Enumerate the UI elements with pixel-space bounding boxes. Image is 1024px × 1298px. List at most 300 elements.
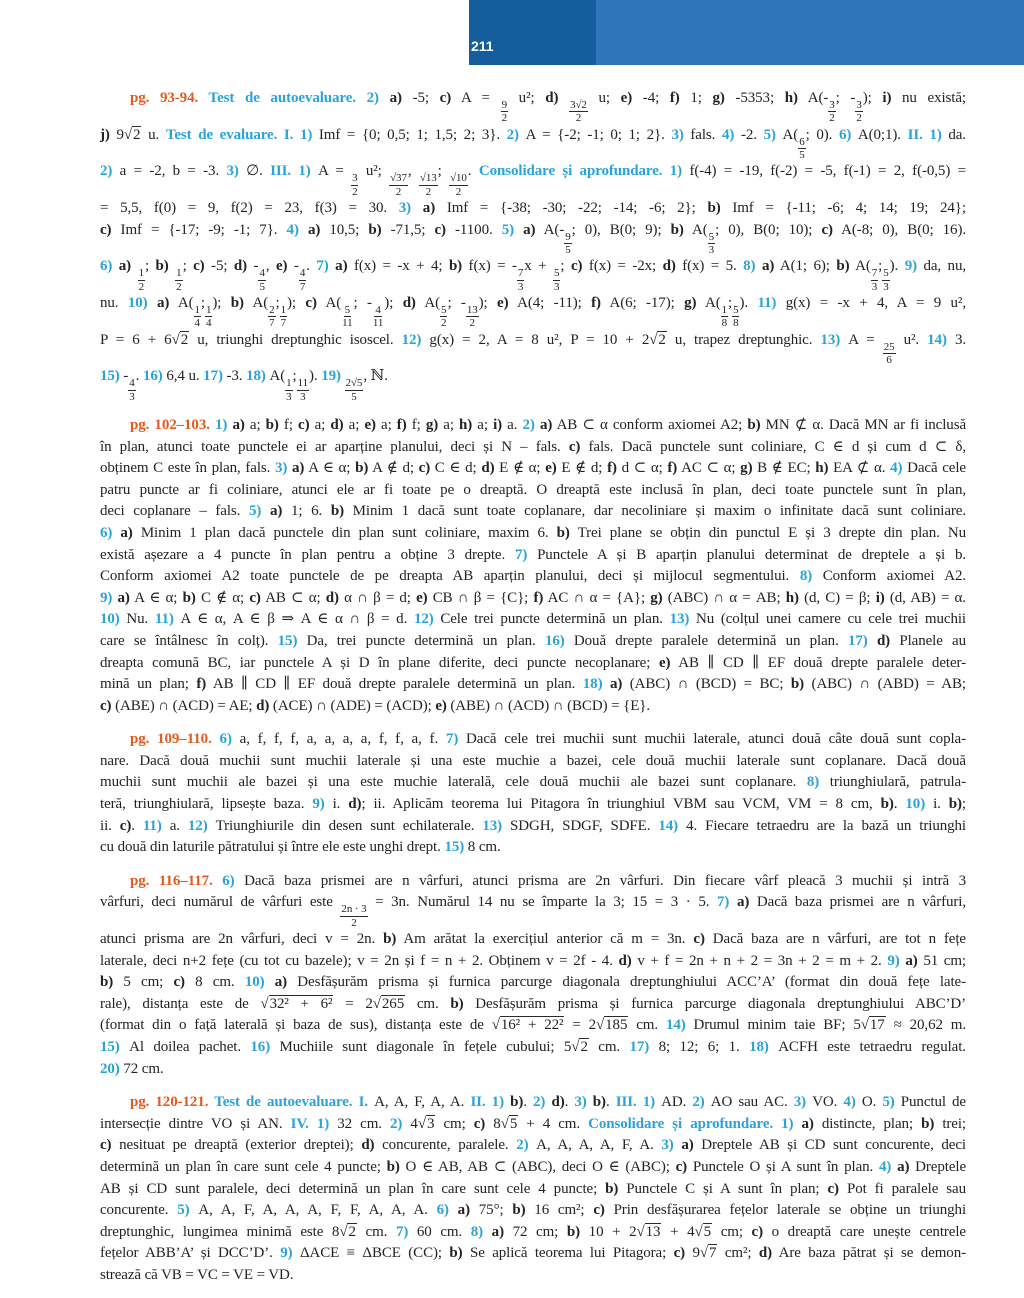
answer-number: 10) <box>127 294 157 311</box>
item-letter: c) <box>173 974 185 991</box>
item-letter: b) <box>448 258 463 275</box>
item-letter: f) <box>591 294 601 311</box>
item-letter: a) <box>422 200 436 217</box>
fraction-numerator: 5 <box>441 304 447 316</box>
answer-number: 8) <box>743 258 762 275</box>
answer-number: Consolidare și aprofundare. 1) <box>588 1115 802 1132</box>
fraction-denominator: 2 <box>351 916 357 929</box>
text-line: dreapta comună BC, iar punctele A și D în plane diferite, deci puncte necoplanare; e) AB ∥ CD ∥ EF două drepte paralele deter- <box>100 654 966 671</box>
fraction-numerator: 3√2 <box>570 99 587 112</box>
sqrt-expression: √17 <box>860 1017 885 1034</box>
item-letter: a) <box>457 1202 470 1219</box>
page-ref-label: pg. 93-94. <box>130 90 209 106</box>
fraction <box>345 377 364 403</box>
fraction <box>883 341 896 367</box>
fraction <box>258 267 265 293</box>
item-letter: a) <box>897 1159 910 1176</box>
answer-number: Test de autoevaluare. I. <box>214 1094 375 1111</box>
fraction-denominator: 8 <box>733 317 739 330</box>
item-letter: c) <box>193 258 205 275</box>
answer-number: 3) <box>226 163 247 180</box>
fraction-denominator: 6 <box>886 353 892 366</box>
item-letter: c) <box>100 1137 112 1154</box>
answer-number: 4) <box>878 1159 898 1176</box>
item-letter: a) <box>232 416 245 433</box>
fraction-denominator: 2 <box>856 112 862 125</box>
answer-number: 18) <box>749 1039 779 1056</box>
item-letter: b) <box>747 416 761 433</box>
item-letter: i) <box>875 589 885 606</box>
header-page-number: 211 <box>471 38 494 54</box>
item-letter: d) <box>348 796 362 813</box>
item-letter: b) <box>605 1180 619 1197</box>
fraction <box>501 99 508 125</box>
item-letter: a) <box>335 258 348 275</box>
fraction-denominator: 11 <box>342 317 353 330</box>
answer-number: 8) <box>799 568 823 585</box>
text-line: c) (ABE) ∩ (ACD) = AE; d) (ACE) ∩ (ADE) = (ACD); e) (ABE) ∩ (ACD) ∩ (BCD) = {E}. <box>100 697 651 714</box>
fraction-denominator: 11 <box>372 317 384 330</box>
answer-number: Test de evaluare. I. 1) <box>165 126 319 143</box>
fraction <box>285 377 292 403</box>
fraction <box>569 99 588 125</box>
item-letter: c) <box>827 1180 839 1197</box>
answer-number: 6) <box>436 1202 458 1219</box>
fraction-numerator: 5 <box>883 267 889 280</box>
item-letter: a) <box>120 524 133 541</box>
item-letter: a) <box>539 416 553 433</box>
fraction-denominator: 2 <box>501 112 507 125</box>
fraction <box>297 377 309 403</box>
fraction-numerator: 1 <box>286 377 292 390</box>
fraction <box>721 304 728 330</box>
item-letter: c) <box>693 931 705 948</box>
item-letter: b) <box>386 1159 400 1176</box>
item-letter: g) <box>712 90 725 106</box>
answer-number: 15) <box>100 1039 130 1056</box>
answer-number: 5) <box>763 126 783 143</box>
fraction <box>299 267 306 293</box>
item-letter: a) <box>609 676 623 693</box>
item-letter: a) <box>389 90 402 106</box>
fraction-denominator: 2 <box>455 185 462 198</box>
item-letter: b) <box>592 1094 606 1111</box>
answer-number: 3) <box>275 460 293 477</box>
sqrt-expression: √3 <box>417 1115 435 1132</box>
sqrt-expression: √2 <box>649 331 666 348</box>
item-letter: j) <box>100 126 110 143</box>
answer-number: 6) <box>219 731 240 748</box>
fraction-numerator: √13 <box>419 172 437 185</box>
text-line: b) 5 cm; c) 8 cm. 10) a) Desfășurăm prisma și furnica parcurge diagonala dreptunghiului ACC’A’ (format din două fețe late- <box>100 974 966 991</box>
answer-number: 13) <box>482 817 511 834</box>
text-line: 2) a = -2, b = -3. 3) ∅. III. 1) A = $\frac{3}{2}$ u²; $\frac{√37}{2}$ , $\frac{√13}{2}$ ; $\frac{√10}{2}$ . Consolidare și aprofundare. 1) f(-4) = -19, f(-2) = -5, f(-1) = 2, f(-0,5) = <box>100 163 966 198</box>
item-letter: g) <box>740 460 753 477</box>
item-letter: b) <box>265 416 279 433</box>
sqrt-expression: √5 <box>694 1223 712 1240</box>
item-letter: d) <box>330 416 344 433</box>
fraction <box>128 377 135 403</box>
item-letter: d) <box>876 632 891 649</box>
answer-number: 7) <box>514 546 538 563</box>
fraction <box>340 903 367 929</box>
sqrt-expression: √2 <box>171 331 189 348</box>
fraction-denominator: 2 <box>176 280 182 293</box>
answer-number: 5) <box>177 1202 199 1219</box>
fraction <box>419 172 438 198</box>
answer-number: 3) <box>793 1094 813 1111</box>
radicand: 265 <box>381 995 405 1012</box>
answer-number: 5) <box>882 1094 901 1111</box>
fraction <box>341 304 353 330</box>
fraction-numerator: 6 <box>799 135 805 148</box>
text-line: pg. 116–117. 6) Dacă baza prismei are n vârfuri, atunci prisma are 2n vârfuri. Din fiecare vârf pleacă 3 muchii și intră 3 <box>130 872 967 889</box>
fraction <box>268 304 275 330</box>
radicand: 17 <box>869 1017 885 1034</box>
item-letter: a) <box>156 294 170 311</box>
radicand: 185 <box>605 1017 628 1034</box>
answer-number: 13) <box>820 331 849 348</box>
item-letter: g) <box>425 416 439 433</box>
answer-number: 9) <box>904 258 924 275</box>
paragraph <box>100 1092 966 1286</box>
answer-number: 16) <box>142 368 167 385</box>
fraction-numerator: √37 <box>390 172 407 185</box>
radicand: 2 <box>133 126 141 143</box>
answer-number: 16) <box>544 632 574 649</box>
sqrt-expression: √2 <box>339 1223 356 1240</box>
item-letter: a) <box>905 952 918 969</box>
answer-number: 4) <box>721 126 741 143</box>
answer-number: 7) <box>717 894 737 911</box>
answer-number: 14) <box>658 817 687 834</box>
answer-number: 19) <box>321 368 345 385</box>
item-letter: d) <box>618 952 632 969</box>
text-line: muchii sunt muchii ale bazei și una este muchie laterală, cele două muchii ale bazei sunt coplanare. 8) triunghiulară, patrula- <box>100 774 966 791</box>
item-letter: b) <box>880 796 894 813</box>
sqrt-expression: √5 <box>500 1115 518 1132</box>
fraction-numerator: 5 <box>344 304 350 316</box>
item-letter: e) <box>416 589 428 606</box>
item-letter: b) <box>707 200 721 217</box>
fraction-numerator: 4 <box>375 304 381 316</box>
item-letter: e) <box>620 90 633 106</box>
header-title: Indicații și răspunsuri <box>144 38 289 53</box>
fraction <box>194 304 201 330</box>
answer-number: II. 1) <box>470 1094 511 1111</box>
fraction-denominator: 3 <box>554 280 560 293</box>
item-letter: c) <box>305 294 317 311</box>
text-line: concurente. 5) A, A, F, A, A, A, F, F, A, A, A. 6) a) 75°; b) 16 cm²; c) Prin desfășurarea fețelor laterale se obține un triunghi <box>100 1202 967 1219</box>
text-line: nare. Dacă două muchii sunt muchii laterale și una este muchie a bazei, cele două muchii laterale sunt coplanare. Dacă două <box>100 752 966 769</box>
fraction-denominator: 2 <box>575 112 582 125</box>
radicand: 7 <box>709 1245 717 1262</box>
answer-number: 8) <box>470 1223 492 1240</box>
answer-number: 12) <box>401 331 430 348</box>
item-letter: b) <box>449 1245 463 1262</box>
fraction <box>828 99 835 125</box>
text-line: 15) Al doilea pachet. 16) Muchiile sunt diagonale în fețele cubului; 5√2 cm. 17) 8; 12; 6; 1. 18) ACFH este tetraedru regulat. <box>100 1039 966 1056</box>
answer-number: 2) <box>506 126 526 143</box>
fraction-denominator: 2 <box>395 185 402 198</box>
fraction-numerator: 4 <box>129 377 135 390</box>
item-letter: e) <box>435 697 447 714</box>
fraction <box>855 99 862 125</box>
sqrt-expression: √265 <box>372 995 405 1012</box>
fraction-denominator: 4 <box>205 317 212 330</box>
fraction-numerator: 25 <box>883 340 895 353</box>
fraction-denominator: 2 <box>425 185 431 198</box>
item-letter: a) <box>292 460 305 477</box>
item-letter: c) <box>473 1115 486 1132</box>
fraction-denominator: 7 <box>269 317 275 330</box>
item-letter: d) <box>545 90 559 106</box>
text-line: P = 6 + 6√2 u, triunghi dreptunghic isoscel. 12) g(x) = 2, A = 8 u², P = 10 + 2√2 u, trapez dreptunghic. 13) A = $\frac{25}{6}$ u². 14) 3. <box>100 331 967 366</box>
fraction-denominator: 3 <box>883 280 889 293</box>
answer-number: 9) <box>887 952 906 969</box>
answer-number: II. 1) <box>907 126 949 143</box>
text-line: atunci prisma are 2n vârfuri, deci v = 2n. b) Am arătat la exercițiul anterior că m = 3n. c) Dacă baza are n vârfuri, are tot n fețe <box>100 931 966 948</box>
fraction-denominator: 2 <box>352 185 358 198</box>
answer-number: III. 1) <box>615 1094 662 1111</box>
answer-number: 4) <box>890 460 908 477</box>
item-letter: d) <box>551 1094 565 1111</box>
text-line: pg. 102–103. 1) a) a; b) f; c) a; d) a; e) a; f) f; g) a; h) a; i) a. 2) a) AB ⊂ α conform axiomei A2; b) MN ⊄ α. Dacă MN ar fi inclusă <box>130 416 966 433</box>
text-line: c) Imf = {-17; -9; -1; 7}. 4) a) 10,5; b) -71,5; c) -1100. 5) a) A(- $\frac{9}{5}$ ; 0), B(0; 9); b) A( $\frac{5}{3}$ ; 0), B(0; 10); c) A(-8; 0), B(0; 16). <box>100 221 967 256</box>
fraction <box>205 304 212 330</box>
item-letter: c) <box>298 416 310 433</box>
answer-number: 15) <box>277 632 307 649</box>
item-letter: b) <box>836 258 850 275</box>
item-letter: a) <box>491 1223 504 1240</box>
fraction-numerator: 9 <box>501 99 507 112</box>
item-letter: h) <box>459 416 473 433</box>
answer-number: 15) <box>444 839 468 856</box>
fraction-denominator: 3 <box>129 390 135 403</box>
radicand: 2 <box>348 1223 356 1240</box>
fraction-numerator: 3 <box>856 99 862 112</box>
item-letter: a) <box>523 221 536 238</box>
text-line: determină un plan în care sunt cele 4 puncte; b) O ∈ AB, AB ⊂ (ABC), deci O ∈ (ABC); c) Punctele O și A sunt în plan. 4) a) Dreptele <box>100 1159 966 1176</box>
text-line: laterale, deci n+2 fețe (cu tot cu bazele); v = 2n și f = n + 2. Obținem v = 2f - 4. d) v + f = 2n + n + 2 = 3n + 2 = m + 2. 9) a) 51 cm; <box>100 952 966 969</box>
fraction <box>732 304 739 330</box>
sqrt-expression: √7 <box>699 1245 717 1262</box>
item-letter: c) <box>418 460 431 477</box>
text-line: Conform axiomei A2 toate punctele de pe dreapta AB aparțin planului, deci și mijlocul segmentului. 8) Conform axiomei A2. <box>100 568 966 585</box>
radicand: 2 <box>180 331 189 348</box>
item-letter: b) <box>790 676 805 693</box>
radicand: 16² + 22² <box>500 1017 564 1034</box>
fraction-denominator: 8 <box>721 317 727 330</box>
fraction-denominator: 7 <box>299 280 306 293</box>
fraction <box>882 267 889 293</box>
fraction <box>517 267 524 293</box>
item-letter: d) <box>481 460 495 477</box>
fraction-numerator: 2n · 3 <box>341 903 367 916</box>
radicand: 3 <box>426 1115 435 1132</box>
fraction-numerator: 1 <box>205 304 212 316</box>
fraction-denominator: 5 <box>565 243 571 256</box>
answer-number: 20) <box>100 1060 124 1077</box>
paragraph <box>100 729 966 859</box>
fraction-denominator: 2 <box>469 317 475 330</box>
text-line: mină un plan; f) AB ∥ CD ∥ EF două drepte paralele determină un plan. 18) a) (ABC) ∩ (BCD) = BC; b) (ABC) ∩ (ABD) = AB; <box>100 676 966 693</box>
text-line: 15) - $\frac{4}{3}$ . 16) 6,4 u. 17) -3. 18) A( $\frac{1}{3}$ ; $\frac{11}{3}$ ). 19) $\frac{2√5}{5}$ , ℕ. <box>100 368 388 403</box>
item-letter: f) <box>396 416 407 433</box>
fraction-denominator: 3 <box>300 390 306 403</box>
sqrt-expression: √16² + 22² <box>491 1017 564 1034</box>
fraction-numerator: 3 <box>352 172 358 185</box>
item-letter: f) <box>533 589 544 606</box>
text-line: cu două din laturile pătratului și între ele este unghi drept. 15) 8 cm. <box>100 839 501 856</box>
item-letter: a) <box>761 258 775 275</box>
fraction-numerator: √10 <box>450 172 467 185</box>
item-letter: b) <box>330 503 344 520</box>
radicand: 5 <box>703 1223 712 1240</box>
fraction-numerator: 2√5 <box>345 377 363 390</box>
answer-number: IV. 1) <box>290 1115 338 1132</box>
fraction-numerator: 7 <box>517 267 524 280</box>
answer-number: 10) <box>100 611 127 628</box>
page-ref-label: pg. 102–103. <box>130 416 216 433</box>
item-letter: f) <box>667 460 678 477</box>
page-header <box>469 0 1024 65</box>
fraction-denominator: 2 <box>138 280 144 293</box>
fraction-numerator: 1 <box>138 267 144 280</box>
fraction-numerator: 1 <box>280 304 287 316</box>
page-ref-label: pg. 120-121. <box>130 1094 215 1111</box>
text-line: = 5,5, f(0) = 9, f(2) = 23, f(3) = 30. 3) a) Imf = {-38; -30; -22; -14; -6; 2}; b) Imf = {-11; -6; 4; 14; 19; 24}; <box>100 200 966 217</box>
item-letter: c) <box>119 817 132 834</box>
item-letter: e) <box>364 416 376 433</box>
answer-number: 7) <box>316 258 336 275</box>
item-letter: b) <box>155 258 169 275</box>
answer-number: 14) <box>927 331 955 348</box>
text-line: 20) 72 cm. <box>100 1060 164 1077</box>
item-letter: h) <box>784 90 798 106</box>
item-letter: f) <box>196 676 207 693</box>
text-line: există așezare a 4 puncte în plan pentru a obține 3 drepte. 7) Punctele A și B aparțin planului determinat de dreptele a și b. <box>100 546 966 563</box>
item-letter: i) <box>493 416 503 433</box>
fraction <box>389 172 408 198</box>
text-line: pg. 120-121. Test de autoevaluare. I. A, A, F, A, A. II. 1) b). 2) d). 3) b). III. 1) AD. 2) AO sau AC. 3) VO. 4) O. 5) Punctul de <box>130 1094 966 1111</box>
text-line: 9) a) A ∈ α; b) C ∉ α; c) AB ⊂ α; d) α ∩ β = d; e) CB ∩ β = {C}; f) AC ∩ α = {A}; g) (ABC) ∩ α = AB; h) (d, C) = β; i) (d, AB) = α. <box>100 589 966 606</box>
item-letter: g) <box>650 589 663 606</box>
item-letter: g) <box>684 294 697 311</box>
item-letter: c) <box>570 258 583 275</box>
text-line: fețelor ABB’A’ și DCC’D’. 9) ΔACE ≡ ΔBCE (CC); b) Se aplică teorema lui Pitagora; c) 9√7 cm²; d) Are baza pătrat și se demon- <box>100 1245 966 1262</box>
radicand: 2 <box>580 1039 588 1056</box>
item-letter: b) <box>556 524 570 541</box>
text-line: j) 9√2 u. Test de evaluare. I. 1) Imf = {0; 0,5; 1; 1,5; 2; 3}. 2) A = {-2; -1; 0; 1; 2}. 3) fals. 4) -2. 5) A( $\frac{6}{5}$ ; 0). 6) A(0;1). II. 1) da. <box>100 126 966 162</box>
fraction-denominator: 2 <box>829 112 835 125</box>
answer-number: 2) <box>100 163 120 180</box>
fraction-numerator: 5 <box>554 267 560 280</box>
item-letter: f) <box>669 90 680 106</box>
item-letter: c) <box>673 1245 686 1262</box>
fraction <box>351 172 358 198</box>
answer-number: 2) <box>533 1094 552 1111</box>
item-letter: d) <box>361 1137 375 1154</box>
fraction-numerator: 5 <box>733 304 739 316</box>
fraction-numerator: 1 <box>194 304 200 316</box>
text-line: nu. 10) a) A( $\frac{1}{4}$ ; $\frac{1}{4}$ ); b) A( $\frac{2}{7}$ ; $\frac{1}{7}$ ); c) A( $\frac{5}{11}$ ; - $\frac{4}{11}$ ); d) A( $\frac{5}{2}$ ; - $\frac{13}{2}$ ); e) A(4; -11); f) A(6; -17); g) A( $\frac{1}{8}$ ; $\frac{5}{8}$ ). 11) g(x) = -x + 4, A = 9 u², <box>100 294 966 330</box>
item-letter: d) <box>402 294 416 311</box>
text-line: c) nesituat pe dreaptă (exterior dreptei); d) concurente, paralele. 2) A, A, A, A, F, A. 3) a) Dreptele AB și CD sunt concurente, deci <box>100 1137 966 1154</box>
item-letter: a) <box>269 503 283 520</box>
text-line: care se întâlnesc în colț). 15) Da, trei puncte determină un plan. 16) Două drepte paralele determină un plan. 17) d) Planele au <box>100 632 966 649</box>
sqrt-expression: √185 <box>596 1017 628 1034</box>
answer-number: Test de autoevaluare. 2) <box>208 90 390 106</box>
page-ref-label: pg. 116–117. <box>130 872 223 889</box>
item-letter: c) <box>821 221 833 238</box>
paragraph <box>100 415 966 717</box>
fraction-numerator: 9 <box>565 230 571 243</box>
text-line: ii. c). 11) a. 12) Triunghiurile din desen sunt echilaterale. 13) SDGH, SDGF, SDFE. 14) 4. Fiecare tetraedru are la bază un triunghi <box>100 817 966 834</box>
text-line: dreptunghic, lungimea minimă este 8√2 cm. 7) 60 cm. 8) a) 72 cm; b) 10 + 2√13 + 4√5 cm; c) o dreaptă care unește centrele <box>100 1223 966 1240</box>
answer-number: 4) <box>843 1094 862 1111</box>
fraction-numerator: 5 <box>708 230 715 243</box>
fraction <box>871 267 878 293</box>
text-line: vârfuri, deci numărul de vârfuri este $\frac{2n \cdot 3}{2}$ = 3n. Numărul 14 nu se împarte la 3; 15 = 3 · 5. 7) a) Dacă baza prismei are n vârfuri, <box>100 894 967 929</box>
item-letter: h) <box>815 460 829 477</box>
text-line: (format din o față laterală și baza de sus), distanța este de √16² + 22² = 2√185 cm. 14) Drumul minim taie BF; 5√17 ≈ 20,62 m. <box>100 1017 966 1034</box>
answer-number: 2) <box>692 1094 711 1111</box>
answer-number: 8) <box>806 774 830 791</box>
fraction <box>449 172 468 198</box>
text-line: 10) Nu. 11) A ∈ α, A ∈ β ⇒ A ∈ α ∩ β = d. 12) Cele trei puncte determină un plan. 13) Nu (colțul unei camere cu cele trei muchii <box>100 611 966 628</box>
answer-number: 11) <box>757 294 786 311</box>
item-letter: b) <box>100 974 114 991</box>
item-letter: b) <box>948 796 962 813</box>
fraction-denominator: 5 <box>259 280 265 293</box>
fraction-denominator: 3 <box>871 280 878 293</box>
item-letter: d) <box>256 697 270 714</box>
page-ref-label: pg. 109–110. <box>130 731 220 748</box>
answer-number: 11) <box>142 817 170 834</box>
item-letter: b) <box>566 1223 581 1240</box>
fraction <box>440 304 447 330</box>
text-line: rale), distanța este de √32² + 6² = 2√265 cm. b) Desfășurăm prisma și furnica parcurge diagonala dreptunghiului ABC’D’ <box>100 995 967 1012</box>
item-letter: b) <box>383 931 397 948</box>
fraction-numerator: 11 <box>297 377 309 390</box>
item-letter: c) <box>568 438 581 455</box>
answer-number: 3) <box>398 200 423 217</box>
answer-number: 14) <box>665 1017 694 1034</box>
answer-number: 16) <box>250 1039 280 1056</box>
answer-number: 13) <box>669 611 696 628</box>
fraction-denominator: 3 <box>286 390 292 403</box>
item-letter: b) <box>512 1202 526 1219</box>
text-line: AB și CD sunt paralele, deci determină un plan în care sunt cele 4 puncte; b) Punctele C și A sunt în plan; c) Pot fi paralele sau <box>100 1180 966 1197</box>
item-letter: e) <box>658 654 671 671</box>
answer-number: 17) <box>203 368 227 385</box>
fraction-numerator: 4 <box>259 267 265 280</box>
fraction <box>798 136 805 162</box>
answer-number: 17) <box>847 632 877 649</box>
answer-number: 5) <box>249 503 270 520</box>
fraction-denominator: 3 <box>517 280 524 293</box>
answer-number: 3) <box>661 1137 682 1154</box>
answer-number: 6) <box>100 524 121 541</box>
text-line: intersecție dintre VO și AN. IV. 1) 32 cm. 2) 4√3 cm; c) 8√5 + 4 cm. Consolidare și aprofundare. 1) a) distincte, plan; b) trei; <box>100 1115 966 1132</box>
fraction-denominator: 5 <box>351 390 357 403</box>
sqrt-expression: √13 <box>636 1223 661 1240</box>
answers-text <box>100 88 966 1298</box>
item-letter: c) <box>751 1223 763 1240</box>
item-letter: b) <box>921 1115 935 1132</box>
paragraph <box>100 88 966 403</box>
